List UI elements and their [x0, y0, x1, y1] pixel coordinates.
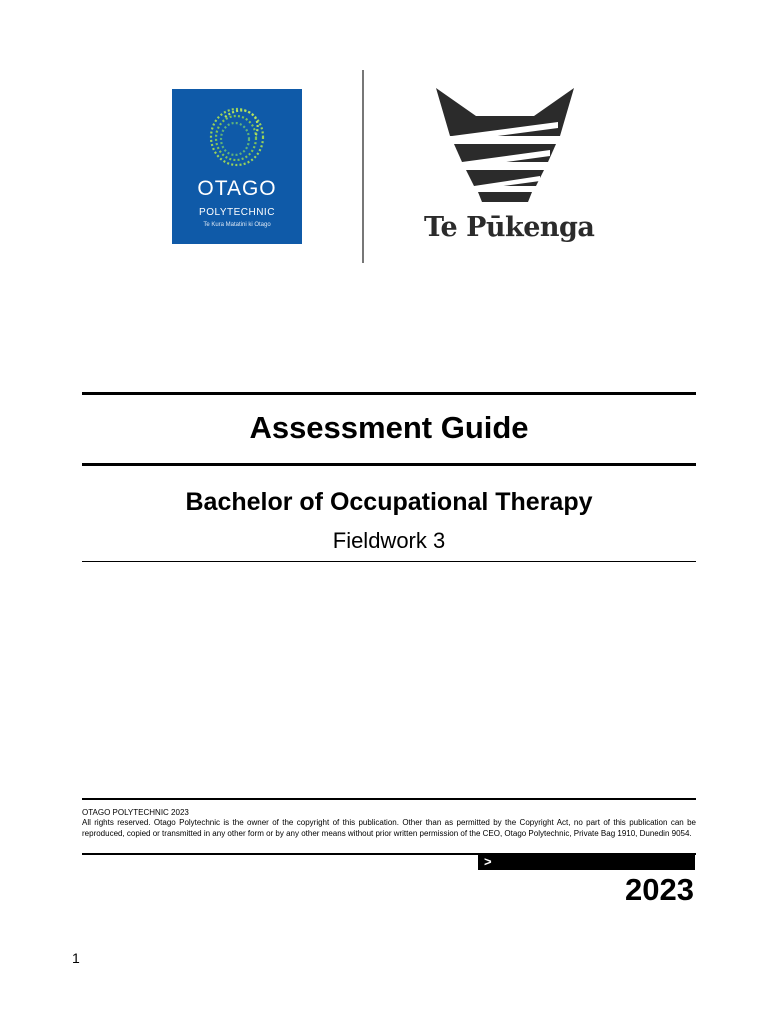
page-number: 1	[72, 950, 80, 966]
document-title: Assessment Guide	[249, 410, 529, 445]
title-rule-bottom	[82, 463, 696, 466]
otago-logo-name: OTAGO	[197, 177, 277, 200]
title-rule-top	[82, 392, 696, 395]
copyright-heading: OTAGO POLYTECHNIC 2023	[82, 808, 189, 817]
programme-name: Bachelor of Occupational Therapy	[185, 488, 593, 516]
otago-polytechnic-logo	[172, 89, 302, 244]
arrow-right-icon: >	[484, 854, 492, 869]
footer-arrow-bar	[478, 854, 695, 870]
logo-divider	[362, 70, 364, 263]
te-pukenga-emblem-icon	[432, 86, 578, 204]
course-name: Fieldwork 3	[332, 528, 446, 553]
te-pukenga-logo-name: Te Pūkenga	[424, 212, 595, 243]
swirl-icon	[205, 97, 269, 173]
course-rule	[82, 561, 696, 562]
otago-logo-tagline: Te Kura Matatini ki Otago	[203, 222, 271, 228]
copyright-text: All rights reserved. Otago Polytechnic is the owner of the copyright of this publication. Other than as permitted by the Copyright Act, no part of this publication can be reproduced, copied or transmitted in any other form or by any other means without prior written permission of the CEO, Otago Polytechnic, Private Bag 1910, Dunedin 9054.	[82, 818, 696, 838]
otago-logo-subtitle: POLYTECHNIC	[199, 207, 275, 218]
publication-year: 2023	[625, 872, 694, 907]
copyright-rule-top	[82, 798, 696, 800]
